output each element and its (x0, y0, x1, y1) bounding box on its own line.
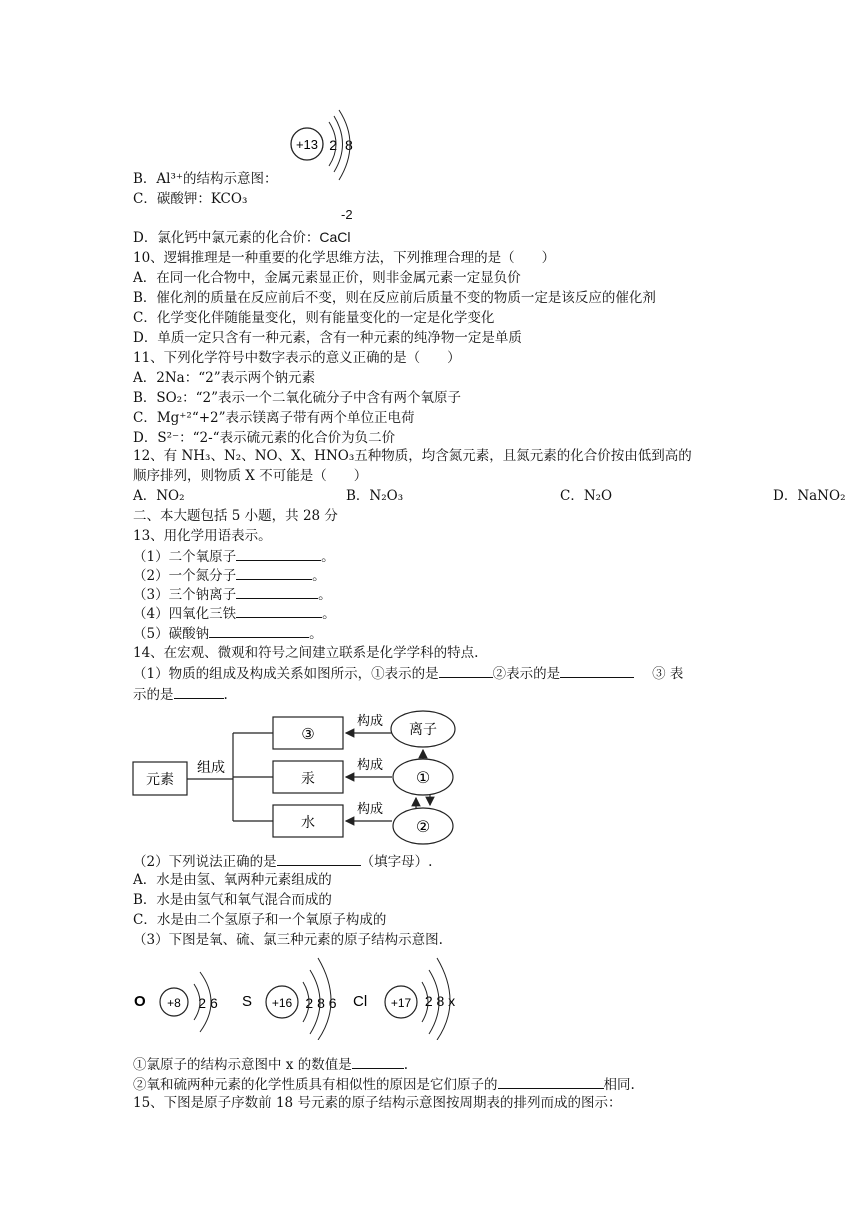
answer-blank[interactable] (560, 664, 634, 678)
q10-option-c: C．化学变化伴随能量变化，则有能量变化的一定是化学变化 (133, 310, 495, 326)
q14-part2-option-b: B．水是由氢气和氧气混合而成的 (133, 892, 332, 908)
q10-option-d: D．单质一定只含有一种元素，含有一种元素的纯净物一定是单质 (133, 330, 522, 346)
q10-stem: 10、逻辑推理是一种重要的化学思维方法，下列推理合理的是（ ） (133, 250, 556, 266)
q13-item-5: （5）碳酸钠 。 (133, 626, 323, 642)
sulfur-nucleus: +16 (271, 996, 293, 1010)
q9-option-d-text: D．氯化钙中氯元素的化合价： (133, 230, 320, 246)
element-box: 元素 (146, 771, 174, 787)
answer-blank[interactable] (236, 547, 321, 561)
constitute-label-bot: 构成 (356, 801, 384, 816)
q14-part1-cont: 示的是 . (133, 687, 228, 703)
box-mercury: 汞 (301, 770, 315, 786)
node-2: ② (415, 819, 431, 836)
node-1: ① (415, 770, 431, 787)
al-electron-shells: 2 8 (329, 137, 355, 153)
al-nucleus-charge: +13 (295, 137, 319, 152)
q9-option-c: C．碳酸钾：KCO₃ (133, 191, 248, 207)
oxygen-shells: 2 6 (198, 995, 218, 1011)
q10-option-b: B．催化剂的质量在反应前后不变，则在反应前后质量不变的物质一定是该反应的催化剂 (133, 290, 656, 306)
q11-option-b: B．SO₂：“2”表示一个二氧化硫分子中含有两个氧原子 (133, 390, 462, 406)
q12-stem-line2: 顺序排列，则物质 X 不可能是（ ） (133, 468, 368, 484)
constitute-label-mid: 构成 (356, 757, 384, 772)
q13-item-4: （4）四氧化三铁 。 (133, 606, 336, 622)
chlorine-symbol: Cl (353, 993, 368, 1010)
q13-stem: 13、用化学用语表示。 (133, 528, 272, 544)
q12-option-d: D．NaNO₂ (773, 488, 846, 504)
q13-item-1: （1）二个氧原子 。 (133, 549, 335, 565)
sulfur-shells: 2 8 6 (305, 995, 337, 1011)
answer-blank[interactable] (439, 664, 493, 678)
q12-stem-line1: 12、有 NH₃、N₂、NO、X、HNO₃五种物质，均含氮元素，且氮元素的化合价按由低到高的 (133, 448, 692, 464)
al-ion-structure-diagram (285, 108, 365, 186)
chlorine-shells: 2 8 x (424, 993, 456, 1009)
q14-sub1: ①氯原子的结构示意图中 x 的数值是 . (133, 1057, 408, 1073)
q14-part2-option-a: A．水是由氢、氧两种元素组成的 (133, 872, 332, 888)
q11-option-d: D．S²⁻：“2-“表示硫元素的化合价为负二价 (133, 430, 396, 446)
q11-stem: 11、下列化学符号中数字表示的意义正确的是（ ） (133, 350, 461, 366)
compose-label: 组成 (197, 759, 225, 775)
q14-part1: （1）物质的组成及构成关系如图所示，①表示的是 ②表示的是 ③ 表 (133, 666, 684, 682)
q12-option-a: A．NO₂ (133, 488, 185, 504)
q12-option-b: B．N₂O₃ (346, 488, 404, 504)
q9-option-b: B．Al³⁺的结构示意图： (133, 171, 278, 187)
q14-part2: （2）下列说法正确的是 （填字母）. (133, 854, 433, 870)
q14-stem: 14、在宏观、微观和符号之间建立联系是化学学科的特点. (133, 645, 479, 661)
answer-blank[interactable] (277, 852, 361, 866)
q14-sub2: ②氧和硫两种元素的化学性质具有相似性的原因是它们原子的 相同. (133, 1077, 635, 1093)
answer-blank[interactable] (352, 1055, 404, 1069)
box-3: ③ (301, 726, 315, 743)
q14-part3: （3）下图是氧、硫、氯三种元素的原子结构示意图. (133, 932, 443, 948)
answer-blank[interactable] (236, 566, 312, 580)
q9-option-d-formula: CaCl (319, 229, 351, 245)
q9-option-d (133, 228, 350, 247)
chlorine-nucleus: +17 (390, 996, 412, 1010)
q15-stem: 15、下图是原子序数前 18 号元素的原子结构示意图按周期表的排列而成的图示： (133, 1095, 622, 1111)
q9-option-d-valence: -2 (341, 207, 353, 222)
q14-part2-option-c: C．水是由二个氢原子和一个氧原子构成的 (133, 912, 387, 928)
answer-blank[interactable] (498, 1075, 604, 1089)
box-water: 水 (301, 814, 315, 830)
oxygen-symbol: O (134, 993, 146, 1010)
q11-option-a: A．2Na：“2”表示两个钠元素 (133, 370, 316, 386)
q13-item-3: （3）三个钠离子 。 (133, 587, 332, 603)
sulfur-symbol: S (242, 993, 253, 1010)
q10-option-a: A．在同一化合物中，金属元素显正价，则非金属元素一定显负价 (133, 270, 521, 286)
answer-blank[interactable] (209, 624, 309, 638)
answer-blank[interactable] (236, 604, 322, 618)
q11-option-c: C．Mg⁺²“+2”表示镁离子带有两个单位正电荷 (133, 410, 415, 426)
q13-item-2: （2）一个氮分子 。 (133, 568, 326, 584)
constitute-label-top: 构成 (356, 713, 384, 728)
ion-node: 离子 (409, 721, 437, 737)
section-2-heading: 二、本大题包括 5 小题，共 28 分 (133, 508, 338, 524)
q12-option-c: C．N₂O (560, 488, 613, 504)
answer-blank[interactable] (236, 585, 318, 599)
oxygen-nucleus: +8 (167, 996, 181, 1010)
composition-diagram (130, 705, 470, 845)
answer-blank[interactable] (174, 685, 224, 699)
atom-structures-diagram (130, 950, 470, 1040)
